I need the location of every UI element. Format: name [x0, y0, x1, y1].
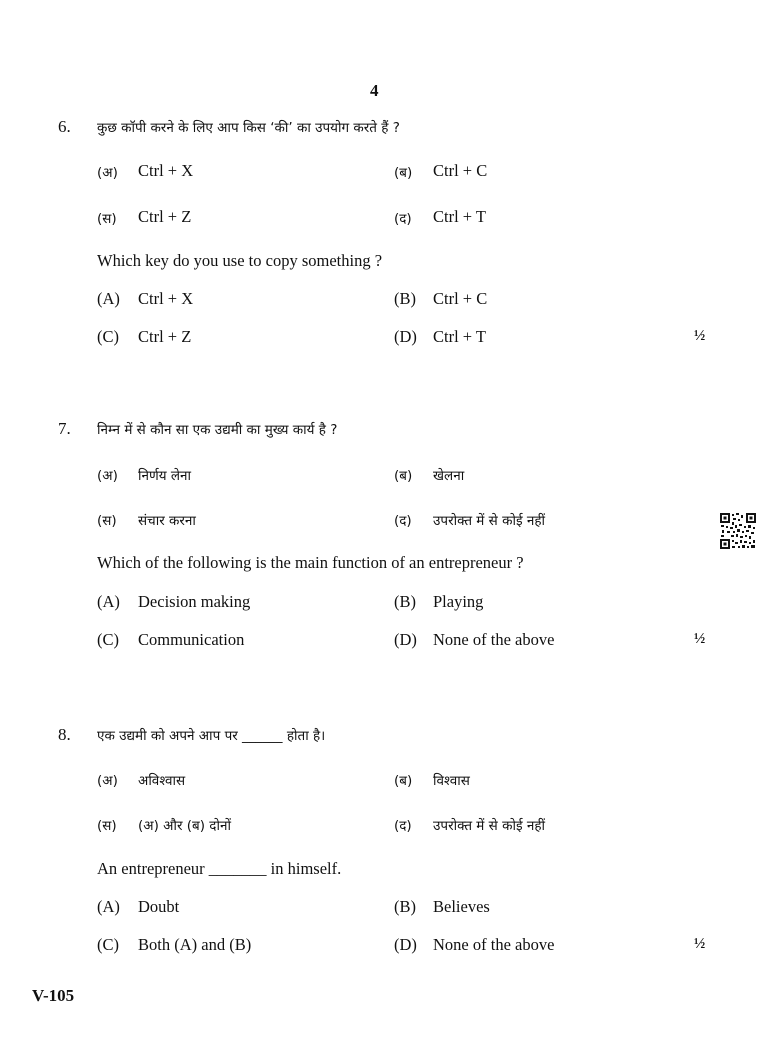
- option-text: Ctrl + T: [433, 207, 487, 226]
- marks: ½: [694, 631, 706, 647]
- option-label: (स): [97, 211, 117, 227]
- option-label: (B): [394, 592, 416, 611]
- option-label: (D): [394, 630, 417, 649]
- option-text: Communication: [138, 630, 245, 649]
- qr-code-icon: [720, 513, 756, 549]
- option-label: (B): [394, 289, 416, 308]
- option-label: (B): [394, 897, 416, 916]
- english-question-text: Which of the following is the main function of an entrepreneur ?: [97, 553, 524, 572]
- option-label: (D): [394, 327, 417, 346]
- option-label: (ब): [394, 773, 413, 789]
- question-number: 6.: [58, 117, 71, 136]
- option-text: Playing: [433, 592, 484, 611]
- option-text: Ctrl + C: [433, 161, 488, 180]
- page-number: 4: [370, 81, 379, 100]
- option-label: (द): [394, 513, 412, 529]
- option-text: Doubt: [138, 897, 180, 916]
- option-label: (C): [97, 630, 119, 649]
- paper-code: V-105: [32, 986, 75, 1005]
- option-text: Ctrl + C: [433, 289, 488, 308]
- option-label: (अ): [97, 165, 118, 181]
- option-label: (A): [97, 289, 120, 308]
- option-label: (अ): [97, 468, 118, 484]
- option-label: (ब): [394, 468, 413, 484]
- option-text: Ctrl + X: [138, 161, 194, 180]
- option-text: Ctrl + X: [138, 289, 194, 308]
- option-label: (द): [394, 818, 412, 834]
- english-question-text: Which key do you use to copy something ?: [97, 251, 383, 270]
- option-text: Ctrl + Z: [138, 207, 192, 226]
- option-text: Believes: [433, 897, 490, 916]
- option-label: (C): [97, 327, 119, 346]
- option-text: विश्वास: [433, 773, 470, 789]
- hindi-question-text: निम्न में से कौन सा एक उद्यमी का मुख्य कार्य है ?: [97, 422, 338, 438]
- option-label: (A): [97, 592, 120, 611]
- marks: ½: [694, 328, 706, 344]
- option-text: None of the above: [433, 935, 555, 954]
- option-text: None of the above: [433, 630, 555, 649]
- option-text: Ctrl + Z: [138, 327, 192, 346]
- option-text: (अ) और (ब) दोनों: [138, 818, 231, 834]
- option-label: (D): [394, 935, 417, 954]
- english-question-text: An entrepreneur _______ in himself.: [97, 859, 342, 878]
- option-text: Decision making: [138, 592, 251, 611]
- option-label: (ब): [394, 165, 413, 181]
- marks: ½: [694, 936, 706, 952]
- option-label: (द): [394, 211, 412, 227]
- option-text: अविश्वास: [138, 773, 186, 789]
- hindi-question-text: कुछ कॉपी करने के लिए आप किस ‘की’ का उपयोग करते हैं ?: [97, 120, 400, 136]
- option-label: (स): [97, 513, 117, 529]
- option-text: उपरोक्त में से कोई नहीं: [433, 513, 546, 529]
- option-text: Ctrl + T: [433, 327, 487, 346]
- question-number: 8.: [58, 725, 71, 744]
- option-label: (C): [97, 935, 119, 954]
- question-number: 7.: [58, 419, 71, 438]
- option-label: (अ): [97, 773, 118, 789]
- option-text: संचार करना: [138, 513, 196, 529]
- option-text: Both (A) and (B): [138, 935, 252, 954]
- hindi-question-text: एक उद्यमी को अपने आप पर ______ होता है।: [97, 728, 326, 744]
- option-label: (स): [97, 818, 117, 834]
- option-label: (A): [97, 897, 120, 916]
- option-text: निर्णय लेना: [138, 468, 192, 484]
- option-text: खेलना: [433, 468, 465, 484]
- option-text: उपरोक्त में से कोई नहीं: [433, 818, 546, 834]
